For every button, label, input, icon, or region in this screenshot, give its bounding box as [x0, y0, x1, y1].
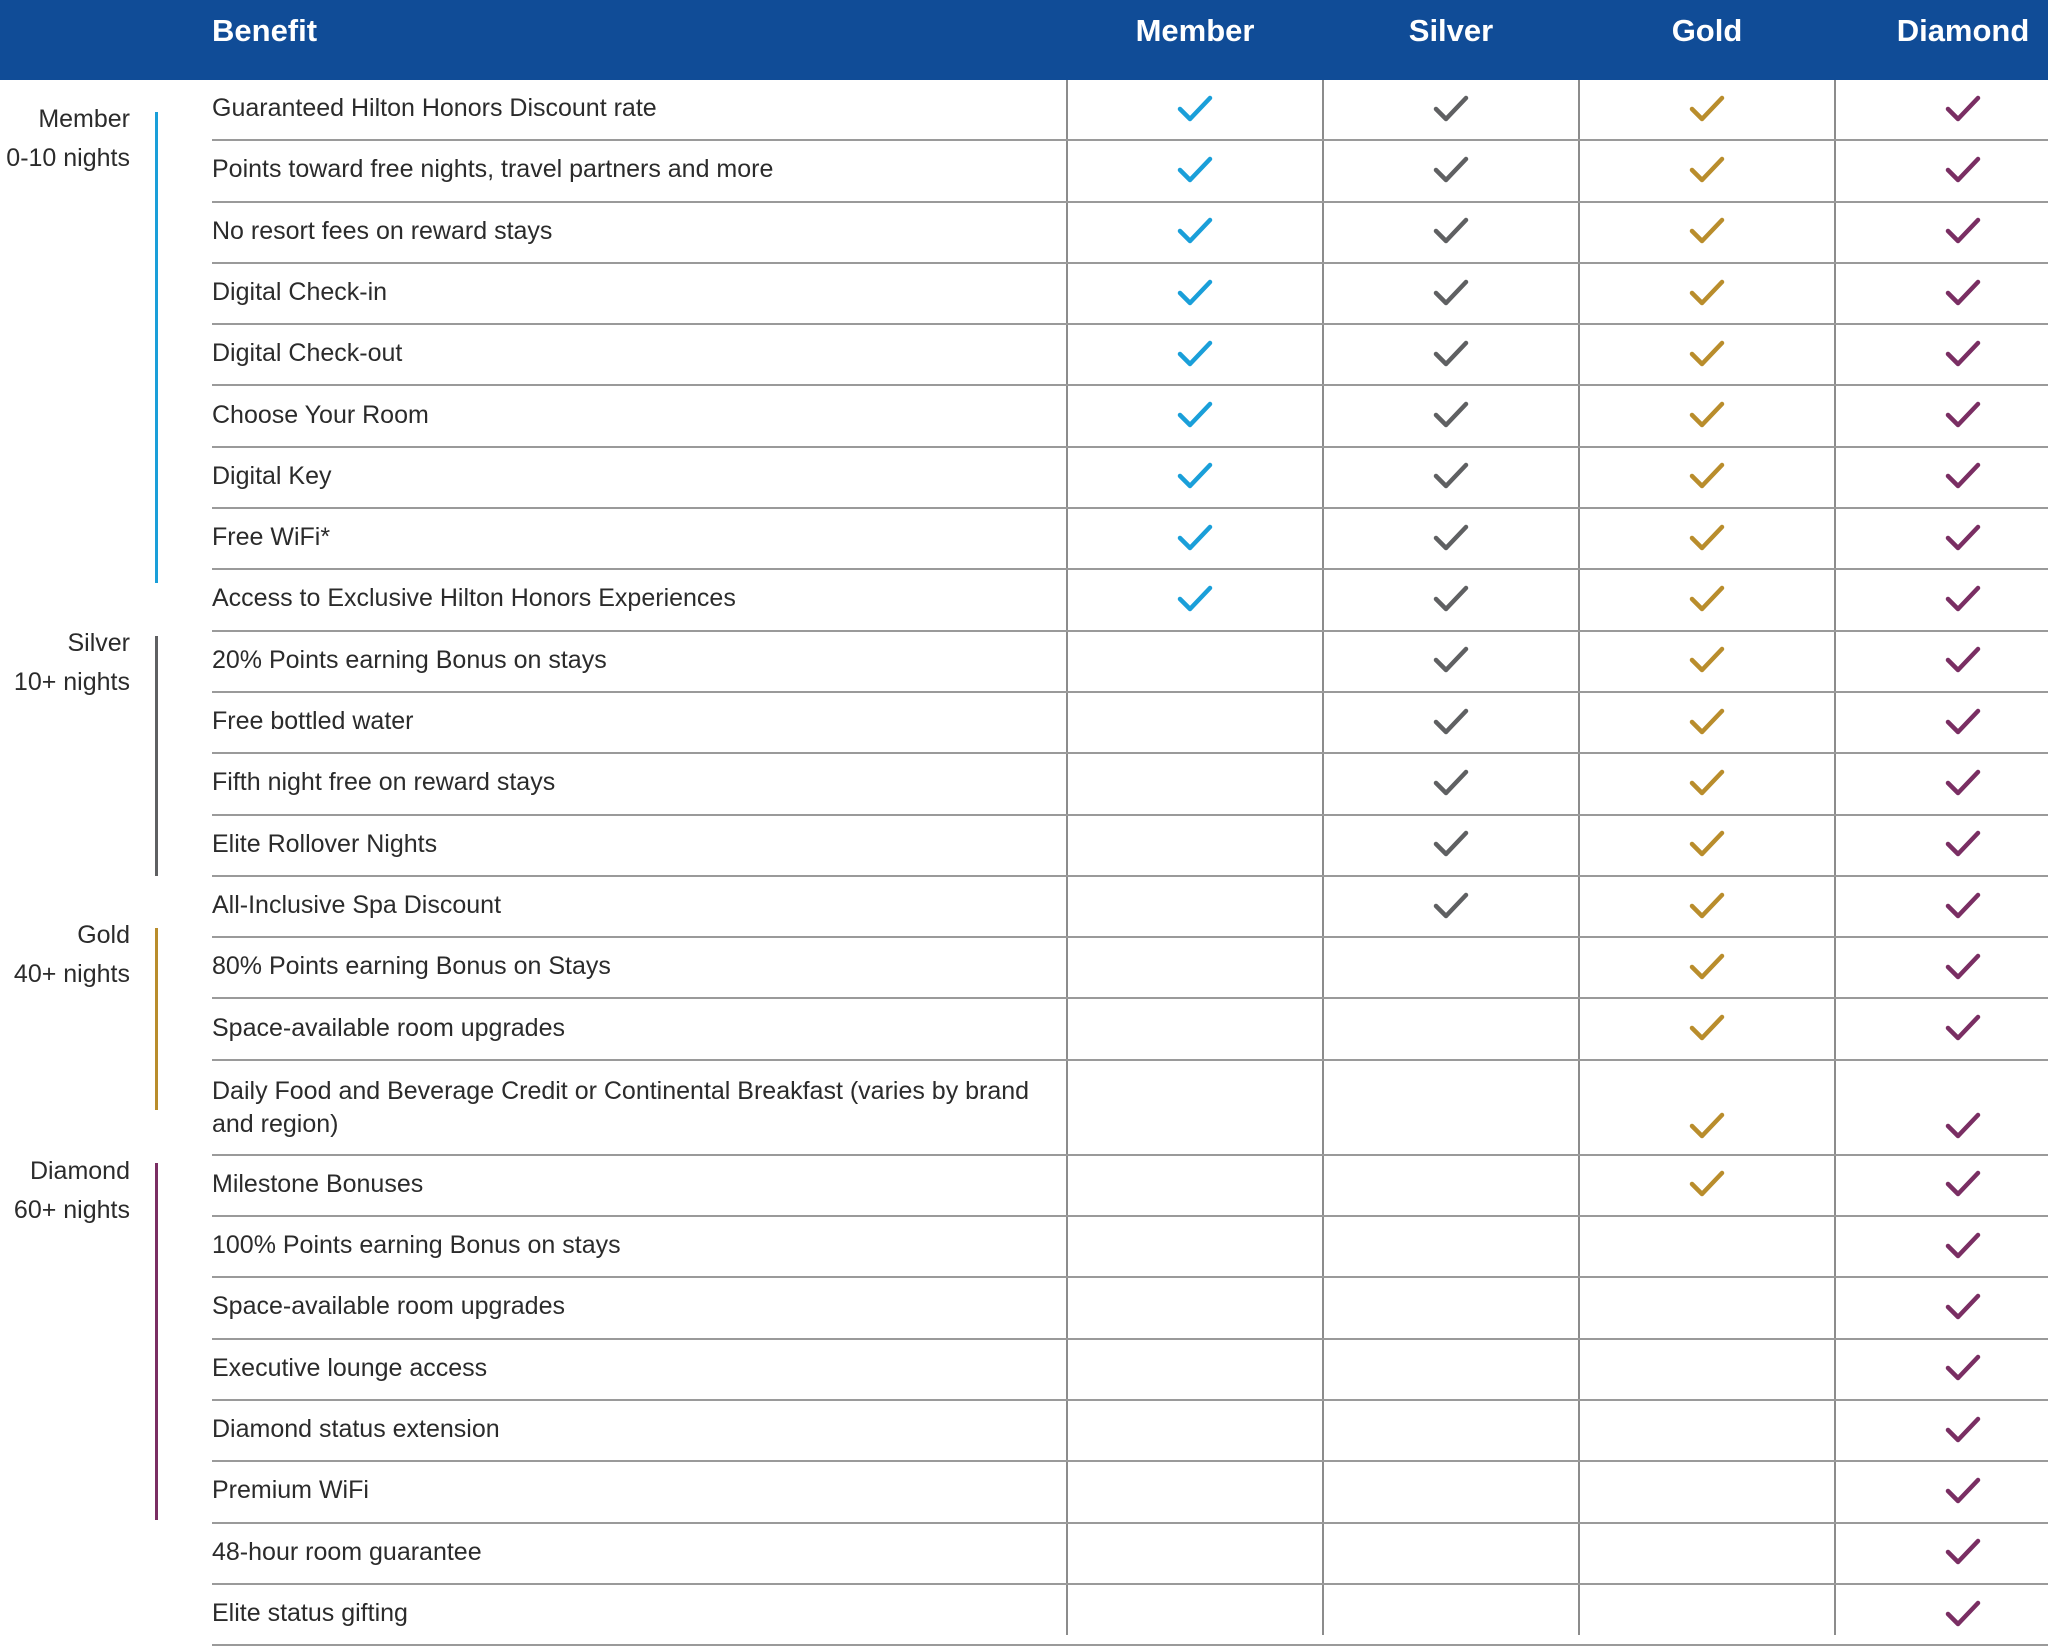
table-row: [212, 509, 2048, 570]
table-row: [212, 754, 2048, 815]
checkmark-icon: [1433, 768, 1469, 798]
tier-nights: 60+ nights: [13, 1196, 130, 1224]
checkmark-icon: [1945, 400, 1981, 430]
checkmark-icon: [1689, 278, 1725, 308]
checkmark-icon: [1945, 1292, 1981, 1322]
benefit-label: Milestone Bonuses: [212, 1169, 424, 1198]
checkmark-icon: [1945, 1111, 1981, 1141]
checkmark-icon: [1945, 278, 1981, 308]
table-row: [212, 141, 2048, 202]
benefit-label: Free WiFi*: [212, 523, 331, 552]
benefit-label: 100% Points earning Bonus on stays: [212, 1231, 621, 1260]
table-row: [212, 264, 2048, 325]
tier-name: Diamond: [29, 1157, 130, 1185]
checkmark-icon: [1433, 461, 1469, 491]
checkmark-icon: [1689, 400, 1725, 430]
checkmark-icon: [1433, 400, 1469, 430]
checkmark-icon: [1945, 829, 1981, 859]
checkmark-icon: [1945, 891, 1981, 921]
checkmark-icon: [1689, 707, 1725, 737]
checkmark-icon: [1945, 94, 1981, 124]
benefit-label: Space-available room upgrades: [212, 1013, 565, 1042]
benefit-label: Free bottled water: [212, 707, 414, 735]
checkmark-icon: [1945, 1537, 1981, 1567]
checkmark-icon: [1689, 768, 1725, 798]
benefit-label: Choose Your Room: [212, 400, 429, 429]
benefit-label: Diamond status extension: [212, 1415, 500, 1443]
checkmark-icon: [1945, 1599, 1981, 1629]
benefit-label: Elite status gifting: [212, 1598, 408, 1627]
gold-column-header: Gold: [1671, 13, 1743, 48]
checkmark-icon: [1689, 952, 1725, 982]
checkmark-icon: [1945, 1231, 1981, 1261]
checkmark-icon: [1689, 461, 1725, 491]
benefit-label: Executive lounge access: [212, 1353, 488, 1382]
checkmark-icon: [1689, 216, 1725, 246]
checkmark-icon: [1177, 94, 1213, 124]
checkmark-icon: [1689, 891, 1725, 921]
checkmark-icon: [1945, 768, 1981, 798]
table-row: [212, 1401, 2048, 1462]
checkmark-icon: [1433, 523, 1469, 553]
benefit-label: Digital Check-out: [212, 339, 403, 368]
checkmark-icon: [1433, 94, 1469, 124]
benefit-label: Guaranteed Hilton Honors Discount rate: [212, 94, 657, 122]
benefit-label: 48-hour room guarantee: [212, 1537, 482, 1566]
tier-indicator-bar: [155, 928, 158, 1110]
table-row: [212, 325, 2048, 386]
benefit-column-header: Benefit: [212, 13, 318, 48]
checkmark-icon: [1177, 216, 1213, 246]
checkmark-icon: [1945, 216, 1981, 246]
checkmark-icon: [1945, 339, 1981, 369]
benefit-label: No resort fees on reward stays: [212, 216, 553, 245]
checkmark-icon: [1689, 1169, 1725, 1199]
table-row: [212, 1462, 2048, 1523]
table-row: [212, 1524, 2048, 1585]
checkmark-icon: [1689, 645, 1725, 675]
table-header: [0, 0, 2048, 80]
tier-name: Silver: [67, 629, 130, 657]
checkmark-icon: [1945, 584, 1981, 614]
checkmark-icon: [1433, 829, 1469, 859]
checkmark-icon: [1689, 1111, 1725, 1141]
checkmark-icon: [1689, 339, 1725, 369]
checkmark-icon: [1433, 339, 1469, 369]
benefit-label: Daily Food and Beverage Credit or Continental Breakfast (varies by brand and region): [212, 1076, 1030, 1138]
checkmark-icon: [1945, 645, 1981, 675]
benefit-label: Fifth night free on reward stays: [212, 768, 556, 797]
checkmark-icon: [1945, 155, 1981, 185]
table-row: [212, 1340, 2048, 1401]
checkmark-icon: [1433, 155, 1469, 185]
checkmark-icon: [1177, 523, 1213, 553]
table-row: [212, 632, 2048, 693]
table-row: [212, 1000, 2048, 1061]
checkmark-icon: [1177, 584, 1213, 614]
benefit-label: Digital Key: [212, 461, 332, 490]
checkmark-icon: [1945, 952, 1981, 982]
table-row: [212, 203, 2048, 264]
checkmark-icon: [1177, 339, 1213, 369]
checkmark-icon: [1945, 1353, 1981, 1383]
benefit-label: Space-available room upgrades: [212, 1292, 565, 1321]
checkmark-icon: [1945, 1169, 1981, 1199]
benefit-label: All-Inclusive Spa Discount: [212, 890, 502, 919]
checkmark-icon: [1433, 584, 1469, 614]
table-row: [212, 570, 2048, 631]
table-row: [212, 693, 2048, 754]
checkmark-icon: [1177, 461, 1213, 491]
checkmark-icon: [1945, 1415, 1981, 1445]
checkmark-icon: [1177, 278, 1213, 308]
tier-nights: 0-10 nights: [6, 144, 130, 172]
tier-indicator-bar: [155, 112, 158, 583]
checkmark-icon: [1945, 523, 1981, 553]
table-row: [212, 1217, 2048, 1278]
checkmark-icon: [1945, 707, 1981, 737]
table-row: [212, 448, 2048, 509]
checkmark-icon: [1689, 94, 1725, 124]
member-column-header: Member: [1135, 13, 1255, 48]
checkmark-icon: [1177, 155, 1213, 185]
tier-name: Member: [38, 105, 130, 133]
table-row: [212, 1061, 2048, 1156]
tier-group-silver: [0, 624, 160, 702]
benefit-label: Premium WiFi: [212, 1476, 369, 1505]
tier-nights: 10+ nights: [13, 668, 130, 696]
checkmark-icon: [1689, 523, 1725, 553]
table-row: [212, 80, 2048, 141]
tier-group-member: [0, 100, 160, 178]
table-row: [212, 938, 2048, 999]
checkmark-icon: [1433, 645, 1469, 675]
checkmark-icon: [1433, 278, 1469, 308]
checkmark-icon: [1433, 216, 1469, 246]
checkmark-icon: [1177, 400, 1213, 430]
benefit-label: Elite Rollover Nights: [212, 829, 438, 858]
diamond-column-header: Diamond: [1896, 13, 2030, 48]
benefit-label: 20% Points earning Bonus on stays: [212, 645, 607, 674]
table-row: [212, 877, 2048, 938]
tier-indicator-bar: [155, 636, 158, 876]
benefit-label: Points toward free nights, travel partners and more: [212, 155, 774, 184]
table-row: [212, 1585, 2048, 1646]
silver-column-header: Silver: [1408, 13, 1494, 48]
checkmark-icon: [1945, 1476, 1981, 1506]
table-row: [212, 1156, 2048, 1217]
checkmark-icon: [1689, 584, 1725, 614]
tier-group-diamond: [0, 1152, 160, 1230]
benefit-label: Digital Check-in: [212, 277, 388, 306]
tier-indicator-bar: [155, 1163, 158, 1520]
table-row: [212, 1278, 2048, 1339]
tier-name: Gold: [77, 921, 130, 949]
checkmark-icon: [1689, 1013, 1725, 1043]
checkmark-icon: [1945, 1013, 1981, 1043]
tier-group-gold: [0, 916, 160, 994]
table-row: [212, 387, 2048, 448]
checkmark-icon: [1945, 461, 1981, 491]
benefit-label: 80% Points earning Bonus on Stays: [212, 952, 611, 981]
checkmark-icon: [1433, 707, 1469, 737]
checkmark-icon: [1689, 155, 1725, 185]
benefit-label: Access to Exclusive Hilton Honors Experiences: [212, 584, 736, 613]
checkmark-icon: [1689, 829, 1725, 859]
benefits-table: [0, 80, 2048, 1635]
table-row: [212, 816, 2048, 877]
checkmark-icon: [1433, 891, 1469, 921]
tier-nights: 40+ nights: [13, 960, 130, 988]
